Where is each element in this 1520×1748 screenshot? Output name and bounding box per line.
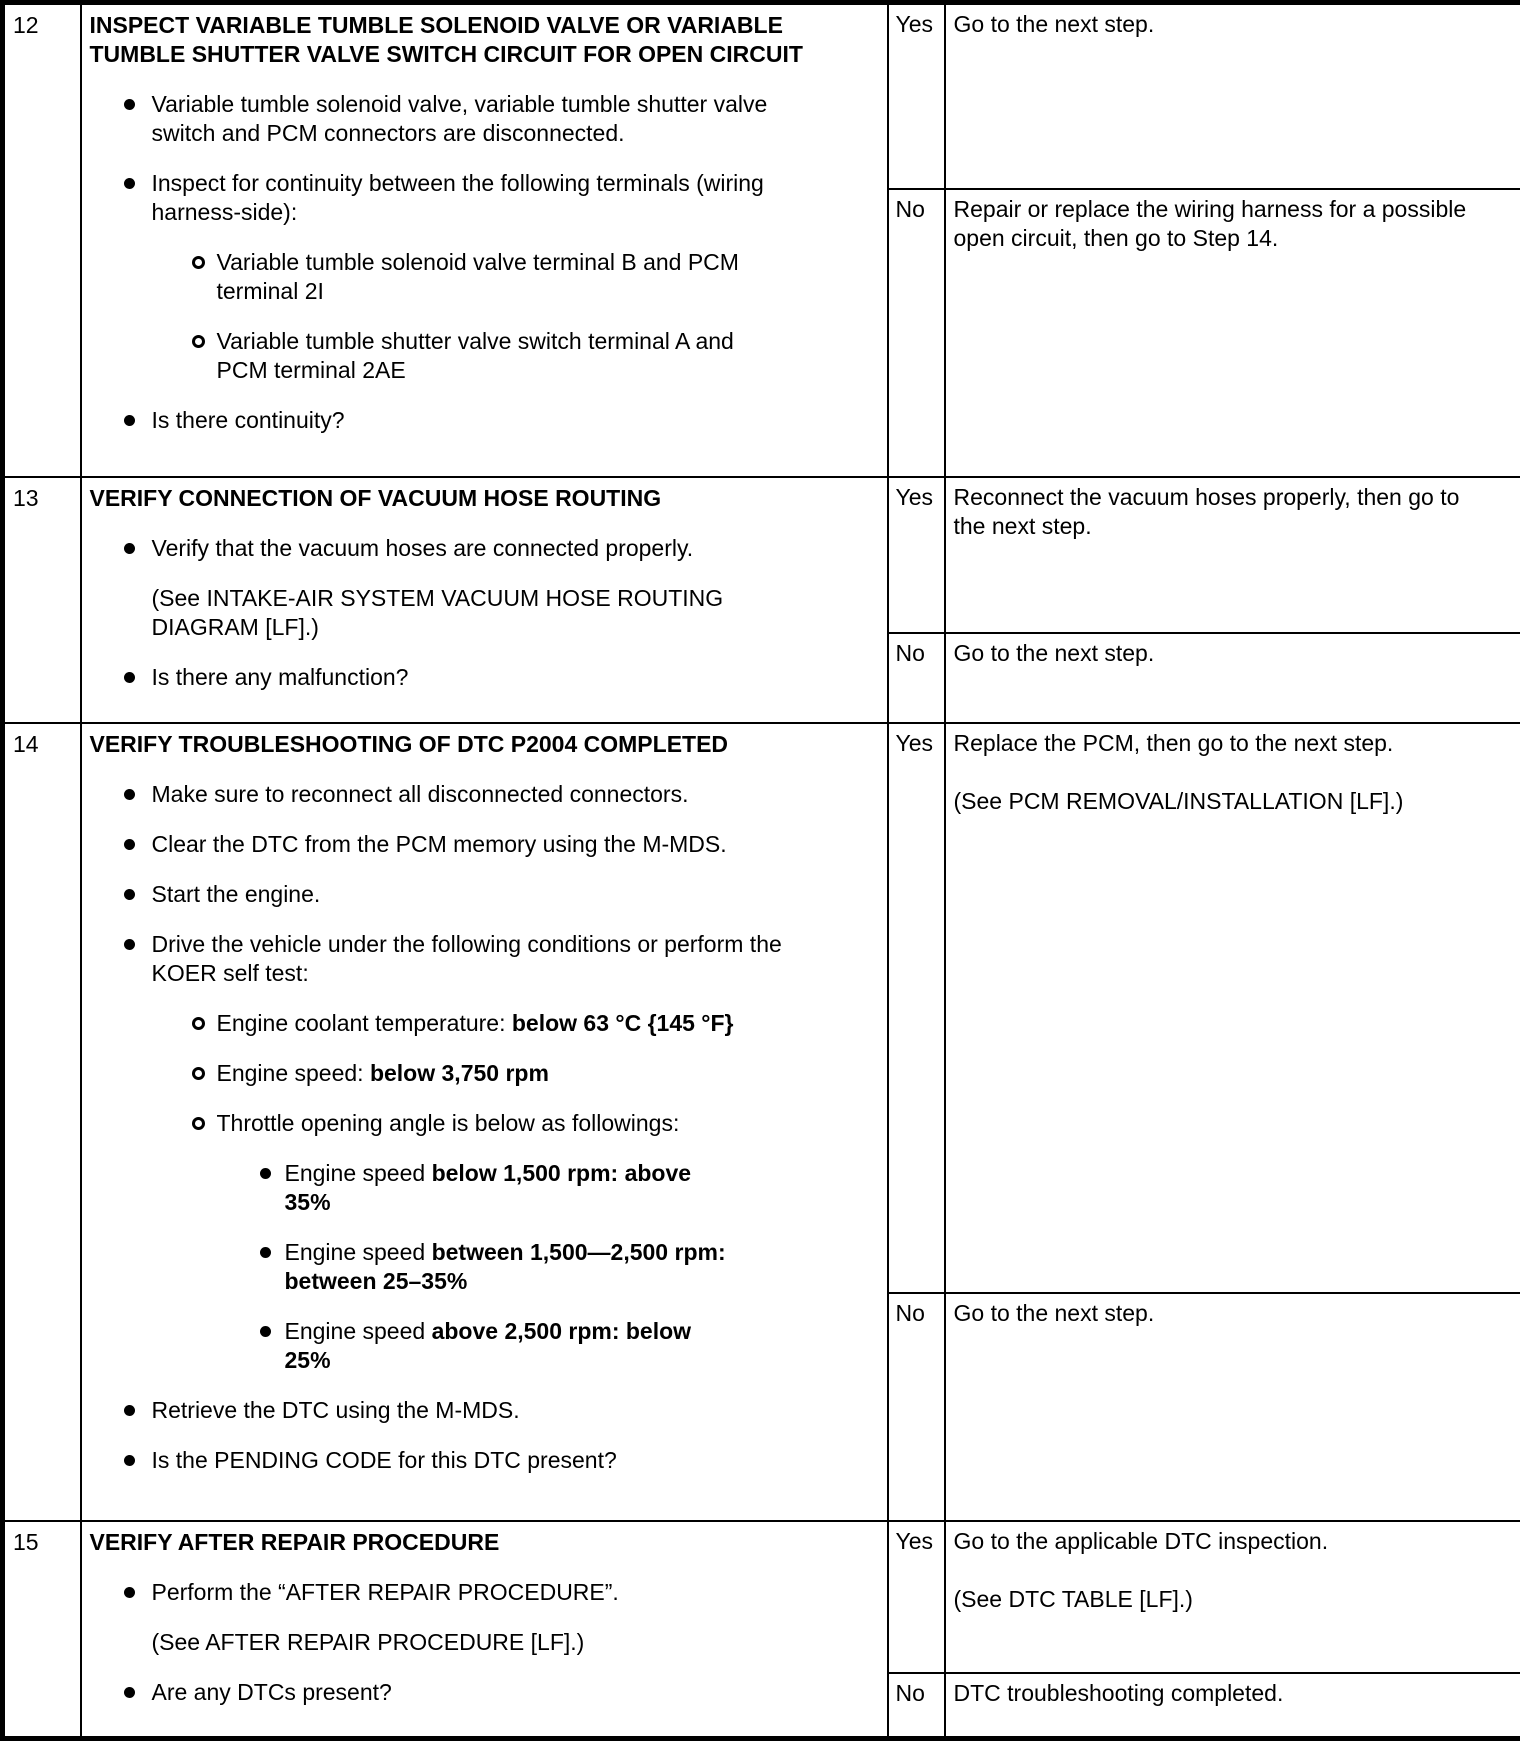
inspection-item-text: [152, 781, 689, 807]
text-run: PCM terminal 2AE: [216, 357, 406, 383]
bold-text-run: below 3,750 rpm: [369, 1059, 549, 1086]
bullet-circle-icon: [192, 1067, 205, 1080]
inspection-item: [90, 1578, 881, 1607]
bullet-disc-icon: [124, 672, 135, 683]
inspection-item: [90, 1396, 881, 1425]
text-run: Engine speed:: [216, 1059, 370, 1086]
bullet-disc-icon: [260, 1326, 271, 1337]
text-run: Start the engine.: [151, 880, 321, 907]
text-run: Is there any malfunction?: [151, 663, 409, 690]
inspection-item: [90, 584, 881, 642]
bold-text-run: between 1,500—2,500 rpm:: [431, 1238, 726, 1265]
inspection-item-text: [152, 170, 764, 225]
inspection-title: INSPECT VARIABLE TUMBLE SOLENOID VALVE OR VARIABLE TUMBLE SHUTTER VALVE SWITCH CIRCUIT FOR OPEN CIRCUIT: [89, 12, 803, 67]
inspection-cell: [81, 477, 888, 723]
inspection-item: [90, 90, 881, 148]
no-cell: No: [888, 1293, 945, 1521]
inspection-item-text: [217, 328, 734, 383]
inspection-title: VERIFY AFTER REPAIR PROCEDURE: [89, 1528, 500, 1555]
inspection-item-text: [285, 1160, 692, 1215]
inspection-item: [90, 663, 881, 692]
action-text: Replace the PCM, then go to the next step.: [953, 729, 1394, 756]
text-run: harness-side):: [151, 199, 298, 225]
step-row-yes: [3, 723, 1520, 1293]
no-cell: No: [888, 633, 945, 723]
no-action-cell: [945, 633, 1520, 723]
step-number-cell: 13: [3, 477, 81, 723]
bullet-disc-icon: [260, 1168, 271, 1179]
inspection-item-text: [152, 881, 321, 907]
step-number-cell: 12: [3, 3, 81, 477]
no-action-cell: [945, 1293, 1520, 1521]
inspection-item-text: [217, 1010, 734, 1036]
text-run: Engine speed: [284, 1238, 432, 1265]
text-run: Engine speed: [284, 1159, 432, 1186]
inspection-item-text: [285, 1318, 692, 1373]
inspection-item: [90, 1446, 881, 1475]
no-action-cell: [945, 1673, 1520, 1739]
inspection-item: [90, 1628, 881, 1657]
bold-text-run: 35%: [284, 1188, 331, 1215]
inspection-item: [90, 830, 881, 859]
action-text: Go to the next step.: [953, 1299, 1155, 1326]
text-run: Make sure to reconnect all disconnected connectors.: [151, 780, 689, 807]
inspection-item: [90, 930, 881, 988]
yes-action-cell: [945, 477, 1520, 633]
no-action-cell: [945, 189, 1520, 477]
action-text: (See DTC TABLE [LF].): [953, 1585, 1193, 1612]
bullet-disc-icon: [124, 99, 135, 110]
no-cell: No: [888, 1673, 945, 1739]
inspection-item-text: [152, 1629, 585, 1655]
inspection-item: [90, 327, 881, 385]
text-run: Throttle opening angle is below as followings:: [216, 1109, 680, 1136]
inspection-item-text: [152, 407, 345, 433]
text-run: (See AFTER REPAIR PROCEDURE [LF].): [151, 1628, 585, 1655]
text-run: switch and PCM connectors are disconnected.: [151, 120, 625, 146]
text-run: KOER self test:: [151, 959, 309, 986]
text-run: terminal 2I: [216, 278, 324, 304]
bold-text-run: above 2,500 rpm: below: [431, 1317, 692, 1344]
action-text: Go to the applicable DTC inspection.: [953, 1527, 1329, 1554]
bullet-disc-icon: [124, 789, 135, 800]
text-run: Are any DTCs present?: [151, 1678, 392, 1705]
text-run: Is there continuity?: [151, 407, 345, 433]
inspection-item-text: [152, 91, 768, 146]
inspection-cell: [81, 723, 888, 1521]
inspection-item: [90, 1059, 881, 1088]
step-number-cell: 15: [3, 1521, 81, 1739]
bullet-disc-icon: [124, 939, 135, 950]
bullet-disc-icon: [124, 1587, 135, 1598]
action-text: Reconnect the vacuum hoses properly, then go to the next step.: [953, 483, 1460, 539]
inspection-item: [90, 406, 881, 435]
inspection-title: VERIFY CONNECTION OF VACUUM HOSE ROUTING: [89, 484, 662, 511]
inspection-item-text: [152, 931, 782, 986]
bullet-disc-icon: [124, 415, 135, 426]
text-run: Inspect for continuity between the following terminals (wiring: [151, 170, 764, 196]
text-run: Retrieve the DTC using the M-MDS.: [151, 1396, 520, 1423]
bullet-disc-icon: [260, 1247, 271, 1258]
inspection-item-text: [152, 1579, 619, 1605]
yes-cell: Yes: [888, 3, 945, 189]
inspection-item: [90, 1238, 881, 1296]
step-row-yes: [3, 477, 1520, 633]
bullet-disc-icon: [124, 1687, 135, 1698]
action-text: (See PCM REMOVAL/INSTALLATION [LF].): [953, 787, 1404, 814]
text-run: Drive the vehicle under the following conditions or perform the: [151, 930, 782, 957]
text-run: Engine coolant temperature:: [216, 1009, 512, 1036]
yes-cell: Yes: [888, 477, 945, 633]
text-run: DIAGRAM [LF].): [151, 613, 319, 640]
inspection-item: [90, 1159, 881, 1217]
inspection-item: [90, 1678, 881, 1707]
text-run: Variable tumble solenoid valve terminal B and PCM: [216, 249, 739, 275]
bullet-disc-icon: [124, 1405, 135, 1416]
text-run: Variable tumble shutter valve switch terminal A and: [216, 328, 734, 354]
inspection-title: VERIFY TROUBLESHOOTING OF DTC P2004 COMPLETED: [89, 730, 729, 757]
inspection-item: [90, 880, 881, 909]
bold-text-run: 25%: [284, 1346, 331, 1373]
inspection-item-text: [217, 1060, 549, 1086]
inspection-cell: [81, 3, 888, 477]
inspection-item-text: [152, 1679, 392, 1705]
inspection-item: [90, 534, 881, 563]
text-run: Is the PENDING CODE for this DTC present?: [151, 1446, 617, 1473]
inspection-item: [90, 1109, 881, 1138]
step-row-yes: [3, 3, 1520, 189]
inspection-item-text: [152, 664, 409, 690]
inspection-item-text: [285, 1239, 726, 1294]
inspection-item-text: [217, 1110, 680, 1136]
inspection-cell: [81, 1521, 888, 1739]
yes-cell: Yes: [888, 723, 945, 1293]
inspection-item: [90, 1317, 881, 1375]
action-text: Go to the next step.: [953, 639, 1155, 666]
inspection-item-text: [152, 1397, 520, 1423]
inspection-item: [90, 169, 881, 227]
text-run: Engine speed: [284, 1317, 432, 1344]
bullet-disc-icon: [124, 178, 135, 189]
bullet-circle-icon: [192, 335, 205, 348]
action-text: Go to the next step.: [953, 11, 1155, 37]
inspection-item: [90, 780, 881, 809]
bold-text-run: between 25–35%: [284, 1267, 468, 1294]
text-run: (See INTAKE-AIR SYSTEM VACUUM HOSE ROUTING: [151, 584, 724, 611]
no-cell: No: [888, 189, 945, 477]
text-run: Variable tumble solenoid valve, variable tumble shutter valve: [151, 91, 768, 117]
yes-cell: Yes: [888, 1521, 945, 1673]
action-text: DTC troubleshooting completed.: [953, 1679, 1284, 1706]
yes-action-cell: [945, 1521, 1520, 1673]
yes-action-cell: [945, 3, 1520, 189]
inspection-item-text: [152, 1447, 617, 1473]
bullet-circle-icon: [192, 256, 205, 269]
inspection-item-text: [152, 585, 724, 640]
bullet-circle-icon: [192, 1117, 205, 1130]
bold-text-run: below 1,500 rpm: above: [431, 1159, 692, 1186]
yes-action-cell: [945, 723, 1520, 1293]
bullet-circle-icon: [192, 1017, 205, 1030]
bullet-disc-icon: [124, 1455, 135, 1466]
step-row-yes: [3, 1521, 1520, 1673]
bold-text-run: below 63 °C {145 °F}: [511, 1009, 734, 1036]
bullet-disc-icon: [124, 543, 135, 554]
text-run: Perform the “AFTER REPAIR PROCEDURE”.: [151, 1578, 619, 1605]
bullet-disc-icon: [124, 839, 135, 850]
bullet-disc-icon: [124, 889, 135, 900]
action-text: Repair or replace the wiring harness for a possible open circuit, then go to Step 14.: [953, 195, 1467, 251]
inspection-item: [90, 248, 881, 306]
inspection-item-text: [152, 535, 694, 561]
text-run: Clear the DTC from the PCM memory using the M-MDS.: [151, 830, 727, 857]
inspection-item-text: [152, 831, 727, 857]
inspection-item: [90, 1009, 881, 1038]
text-run: Verify that the vacuum hoses are connected properly.: [151, 534, 694, 561]
step-number-cell: 14: [3, 723, 81, 1521]
inspection-item-text: [217, 249, 739, 304]
